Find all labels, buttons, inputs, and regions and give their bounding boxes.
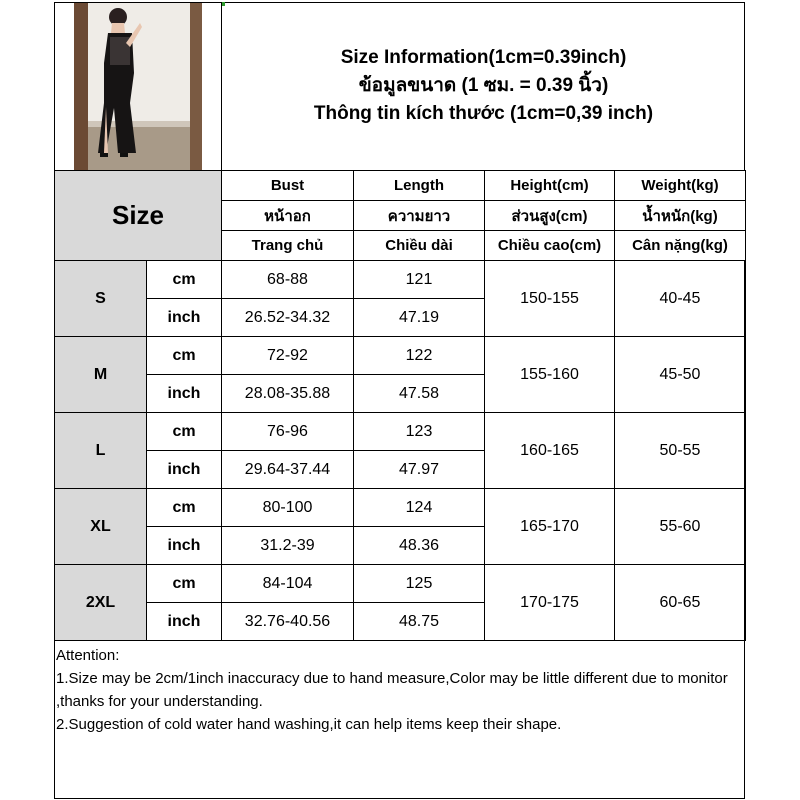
bust-inch: 32.76-40.56 [222, 603, 354, 641]
column-header-bust: Bust [222, 171, 354, 201]
column-header-length-vi: Chiều dài [354, 231, 485, 261]
length-inch: 47.97 [354, 451, 485, 489]
unit-inch: inch [147, 299, 222, 337]
column-header-bust-vi: Trang chủ [222, 231, 354, 261]
unit-inch: inch [147, 375, 222, 413]
height-range: 160-165 [485, 413, 615, 489]
notes-line-1: 1.Size may be 2cm/1inch inaccuracy due to hand measure,Color may be little different due to monitor ,thanks for your understanding. [56, 670, 728, 710]
column-header-weight-vi: Cân nặng(kg) [615, 231, 746, 261]
length-cm: 124 [354, 489, 485, 527]
product-photo [60, 3, 220, 170]
notes-title: Attention: [56, 647, 120, 664]
bust-inch: 28.08-35.88 [222, 375, 354, 413]
bust-cm: 84-104 [222, 565, 354, 603]
weight-range: 40-45 [615, 261, 746, 337]
column-header-bust-th: หน้าอก [222, 201, 354, 231]
column-header-height-th: ส่วนสูง(cm) [485, 201, 615, 231]
table-row [55, 565, 746, 603]
length-cm: 123 [354, 413, 485, 451]
bust-cm: 72-92 [222, 337, 354, 375]
bust-cm: 80-100 [222, 489, 354, 527]
model-dress-image [60, 3, 220, 170]
size-column-title: Size [55, 171, 222, 261]
height-range: 150-155 [485, 261, 615, 337]
length-inch: 47.58 [354, 375, 485, 413]
size-label-2xl: 2XL [55, 565, 147, 641]
column-header-weight-th: น้ำหนัก(kg) [615, 201, 746, 231]
unit-inch: inch [147, 451, 222, 489]
weight-range: 55-60 [615, 489, 746, 565]
size-info-header [221, 2, 745, 171]
header-row-en [55, 171, 746, 201]
size-label-l: L [55, 413, 147, 489]
unit-inch: inch [147, 603, 222, 641]
bust-cm: 68-88 [222, 261, 354, 299]
length-inch: 48.36 [354, 527, 485, 565]
size-label-m: M [55, 337, 147, 413]
unit-inch: inch [147, 527, 222, 565]
size-table [54, 170, 746, 641]
length-inch: 47.19 [354, 299, 485, 337]
height-range: 170-175 [485, 565, 615, 641]
bust-cm: 76-96 [222, 413, 354, 451]
unit-cm: cm [147, 337, 222, 375]
column-header-height-vi: Chiều cao(cm) [485, 231, 615, 261]
height-range: 165-170 [485, 489, 615, 565]
table-row [55, 413, 746, 451]
weight-range: 60-65 [615, 565, 746, 641]
table-row [55, 337, 746, 375]
weight-range: 45-50 [615, 337, 746, 413]
weight-range: 50-55 [615, 413, 746, 489]
column-header-length-th: ความยาว [354, 201, 485, 231]
length-inch: 48.75 [354, 603, 485, 641]
size-label-xl: XL [55, 489, 147, 565]
column-header-weight: Weight(kg) [615, 171, 746, 201]
header-line-vietnamese: Thông tin kích thước (1cm=0,39 inch) [313, 103, 654, 124]
bust-inch: 26.52-34.32 [222, 299, 354, 337]
unit-cm: cm [147, 261, 222, 299]
height-range: 155-160 [485, 337, 615, 413]
bust-inch: 29.64-37.44 [222, 451, 354, 489]
column-header-height: Height(cm) [485, 171, 615, 201]
table-row [55, 261, 746, 299]
header-line-english: Size Information(1cm=0.39inch) [340, 47, 627, 68]
attention-notes [56, 644, 742, 736]
size-label-s: S [55, 261, 147, 337]
length-cm: 125 [354, 565, 485, 603]
table-row [55, 489, 746, 527]
unit-cm: cm [147, 413, 222, 451]
column-header-length: Length [354, 171, 485, 201]
length-cm: 122 [354, 337, 485, 375]
notes-line-2: 2.Suggestion of cold water hand washing,it can help items keep their shape. [56, 716, 562, 733]
length-cm: 121 [354, 261, 485, 299]
header-line-thai: ข้อมูลขนาด (1 ซม. = 0.39 นิ้ว) [358, 75, 609, 96]
unit-cm: cm [147, 489, 222, 527]
bust-inch: 31.2-39 [222, 527, 354, 565]
unit-cm: cm [147, 565, 222, 603]
